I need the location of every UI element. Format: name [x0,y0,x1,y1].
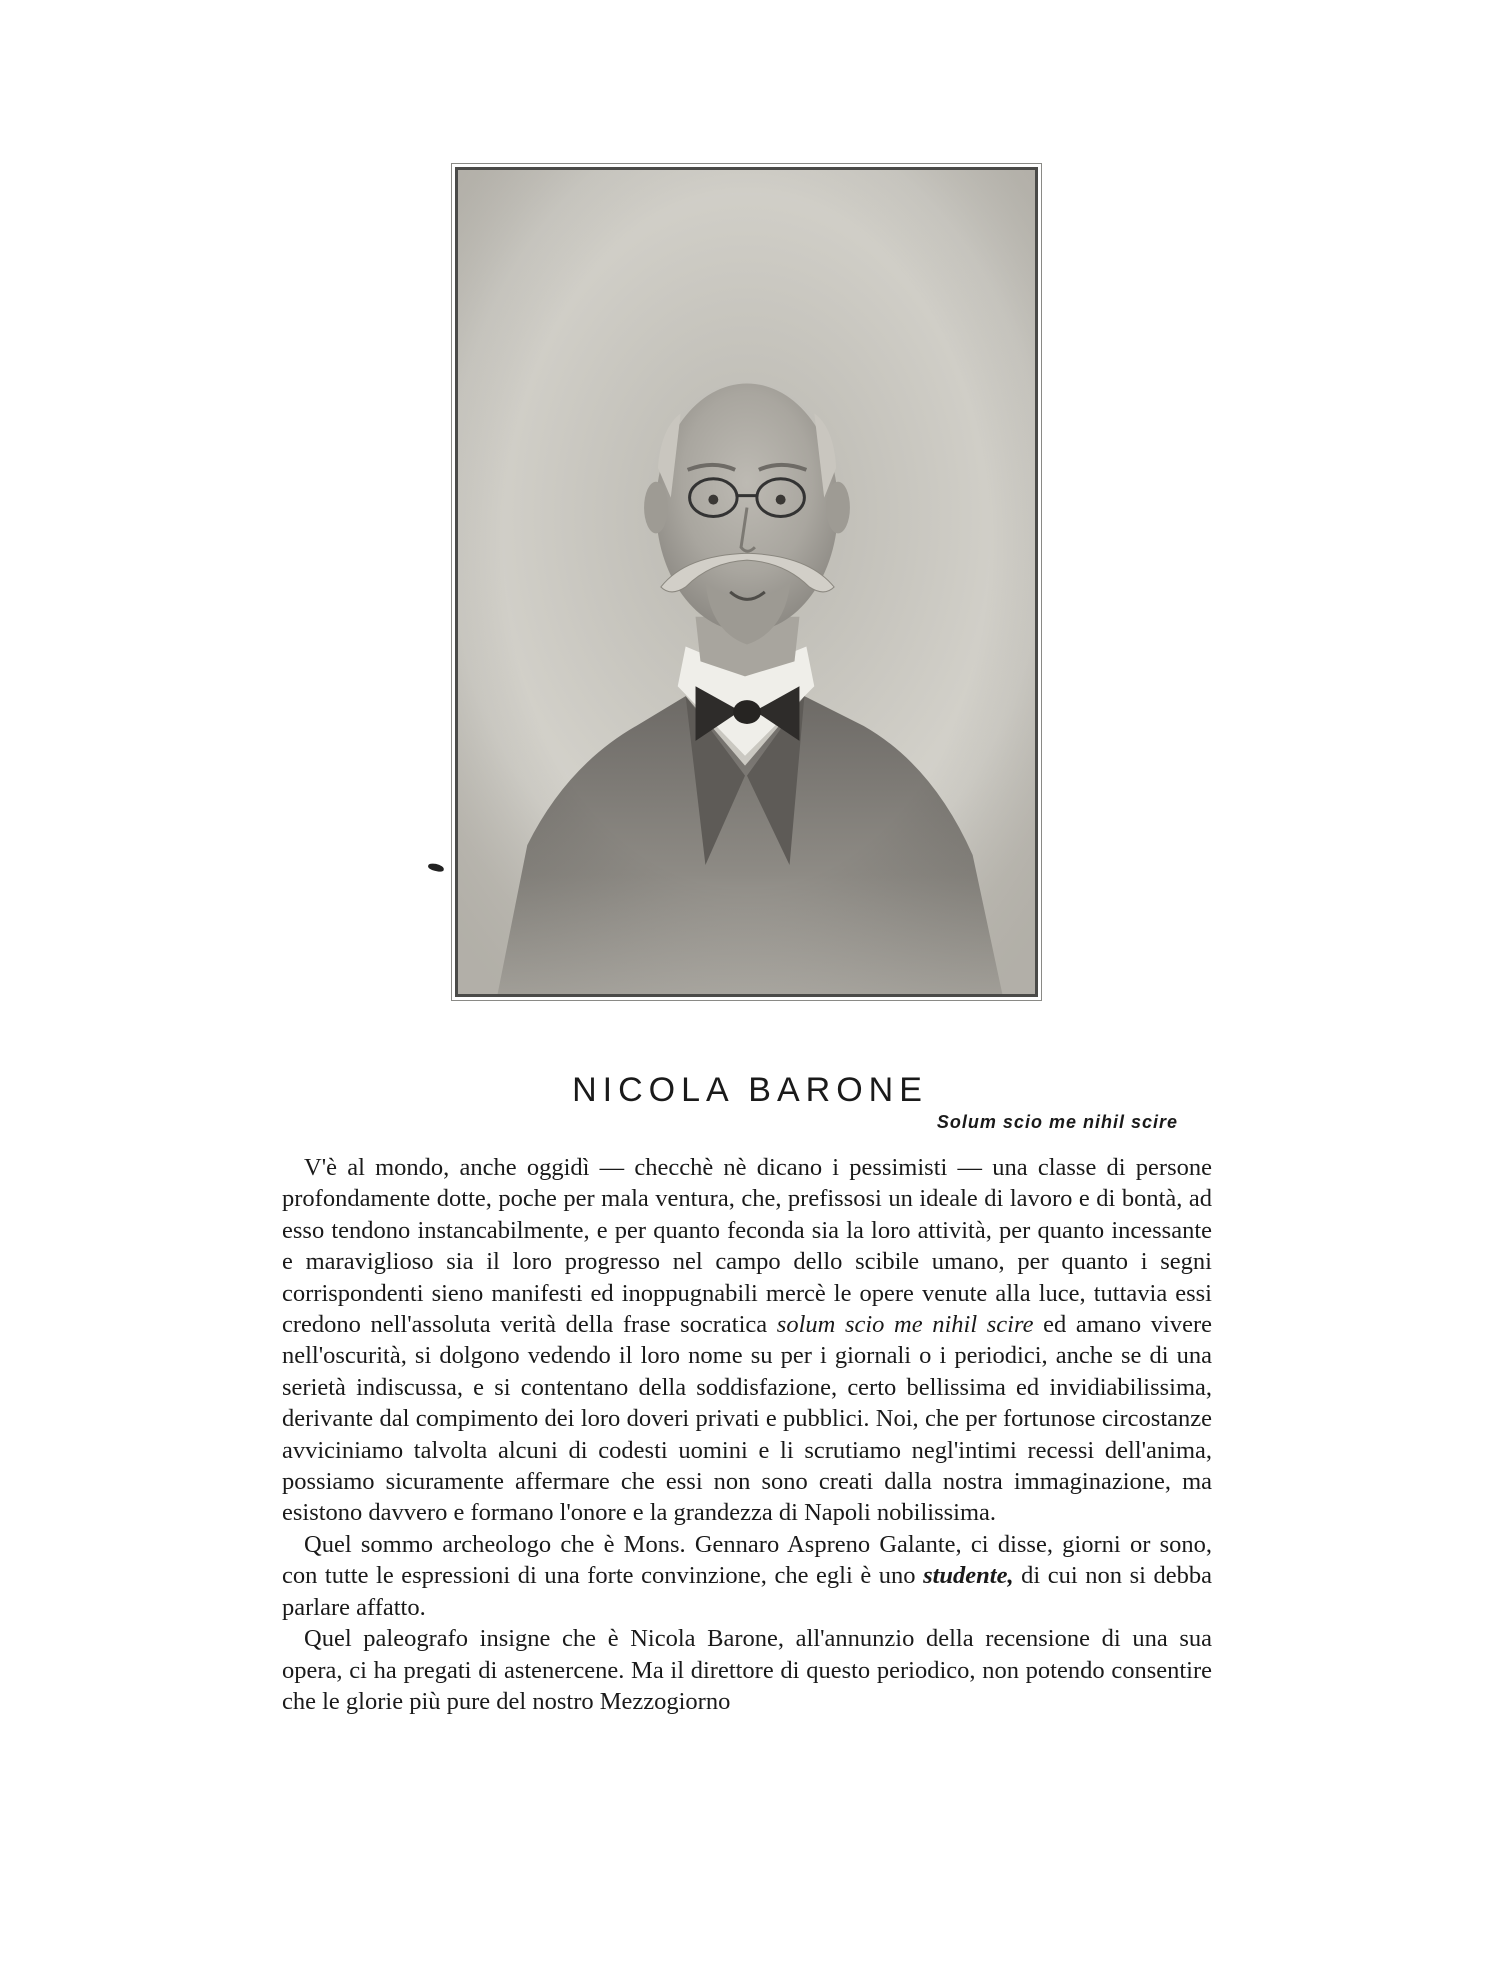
paragraph-3 [282,1623,1212,1717]
article-title: NICOLA BARONE [572,1070,928,1109]
text-run: Quel paleografo insigne che è Nicola Barone, all'annunzio della recensione di una sua opera, ci ha pregati di astenercene. Ma il direttore di questo periodico, non potendo consentire che le glorie più pure del nostro Mezzogiorno [282,1625,1212,1715]
portrait-illustration [458,170,1035,994]
paragraph-2 [282,1529,1212,1623]
article-body [282,1152,1212,1717]
text-run: V'è al mondo, anche oggidì — checchè nè dicano i pessimisti — una classe di persone profondamente dotte, poche per mala ventura, che, prefissosi un ideale di lavoro e di bontà, ad esso tendono instancabilmente, e per quanto feconda sia la loro attività, per quanto incessante e maraviglioso sia il loro progresso nel campo dello scibile umano, per quanto i segni corrispondenti sieno manifesti ed inoppugnabili mercè le opere venute alla luce, tuttavia essi credono nell'assoluta verità della frase socratica [282,1154,1212,1339]
text-run-italic: solum scio me nihil scire [776,1311,1034,1339]
portrait-photo [455,167,1038,997]
text-run: di cui non si debba parlare affatto. [282,1562,1212,1621]
epigraph: Solum scio me nihil scire [936,1112,1178,1132]
text-run-italic-bold: studente, [923,1562,1014,1590]
ink-blot [427,862,444,872]
paragraph-1 [282,1152,1212,1529]
text-run: Quel sommo archeologo che è Mons. Gennaro Aspreno Galante, ci disse, giorni or sono, con tutte le espressioni di una forte convinzione, che egli è uno [282,1530,1212,1590]
text-run: ed amano vivere nell'oscurità, si dolgono vedendo il loro nome su per i giornali o i periodici, anche se di una serietà indiscussa, e si contentano della soddisfazione, certo bellissima ed invidiabilissima, derivante dal compimento dei loro doveri privati e pubblici. Noi, che per fortunose circostanze avviciniamo talvolta alcuni di codesti uomini e li scrutiamo negl'intimi recessi dell'anima, possiamo sicuramente affermare che essi non sono creati dalla nostra immaginazione, ma esistono davvero e formano l'onore e la grandezza di Napoli nobilissima. [282,1311,1212,1527]
